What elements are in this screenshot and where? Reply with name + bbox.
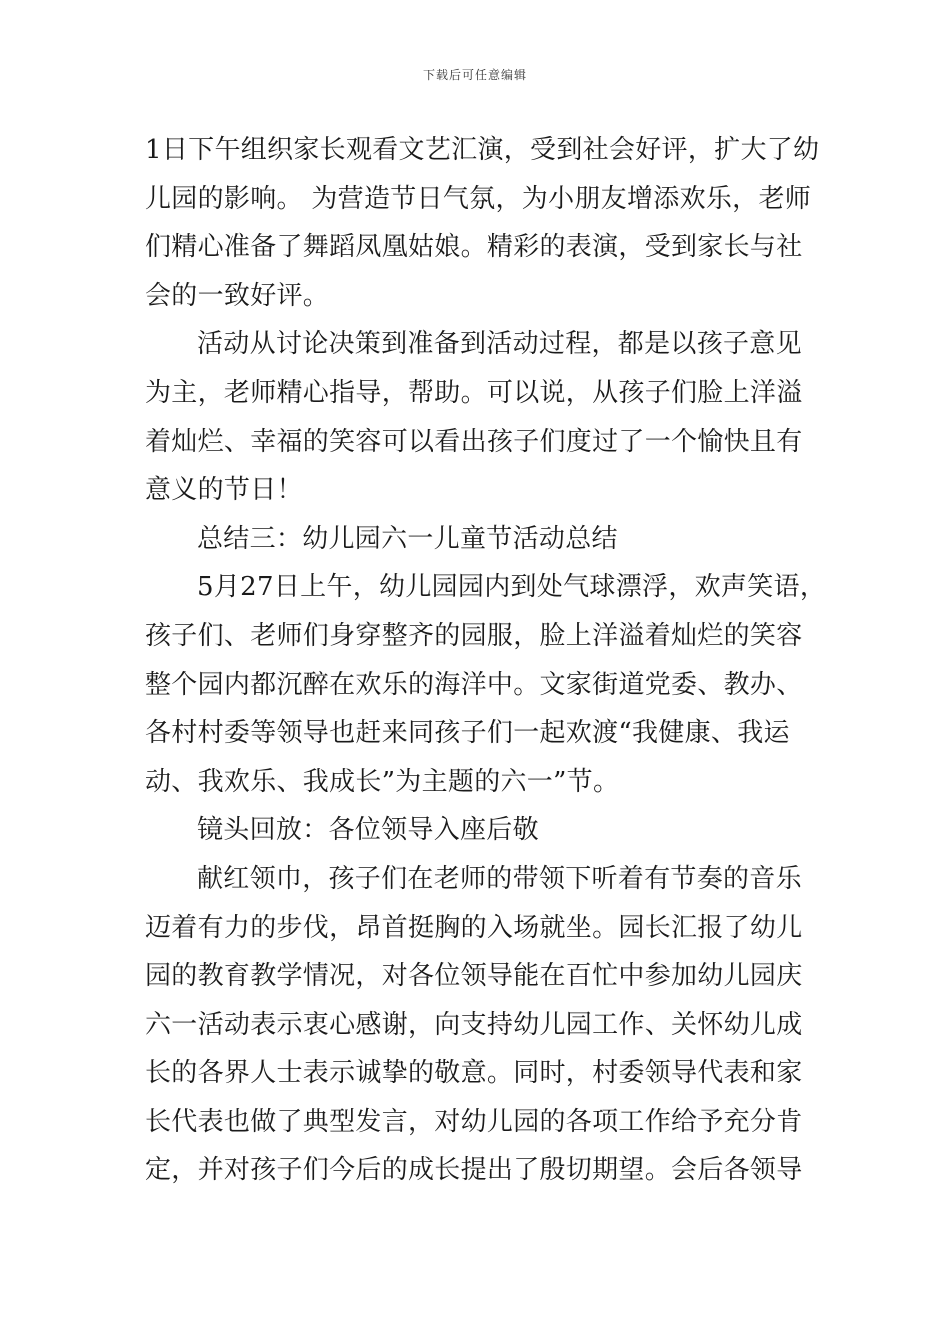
text-line: 会的一致好评。 [145,280,330,311]
text-line: 为主，老师精心指导，帮助。可以说，从孩子们脸上洋溢 [145,377,803,408]
text-line: 1日下午组织家长观看文艺汇演，受到社会好评，扩大了幼 [145,135,820,165]
document-body [145,126,825,1195]
text-line: 长代表也做了典型发言，对幼儿园的各项工作给予充分肯 [145,1106,803,1137]
section-heading: 总结三：幼儿园六一儿童节活动总结 [197,523,618,554]
text-line: 儿园的影响。 为营造节日气氛，为小朋友增添欢乐，老师 [145,183,812,214]
text-line: 动、我欢乐、我成长”为主题的六一”节。 [145,766,620,797]
text-line: 六一活动表示衷心感谢，向支持幼儿园工作、关怀幼儿成 [145,1009,803,1040]
paragraph-start-line: 献红领巾，孩子们在老师的带领下听着有节奏的音乐 [197,863,802,894]
text-line: 孩子们、老师们身穿整齐的园服，脸上洋溢着灿烂的笑容 [145,620,803,651]
text-line: 长的各界人士表示诚挚的敬意。同时，村委领导代表和家 [145,1058,803,1089]
text-line: 们精心准备了舞蹈凤凰姑娘。精彩的表演，受到家长与社 [145,232,803,263]
page-header: 下载后可任意编辑 [422,68,527,82]
paragraph-start-line: 镜头回放：各位领导入座后敬 [197,815,539,846]
text-line: 园的教育教学情况，对各位领导能在百忙中参加幼儿园庆 [145,961,803,992]
text-line: 各村村委等领导也赶来同孩子们一起欢渡“我健康、我运 [145,718,790,749]
paragraph-start-line: 活动从讨论决策到准备到活动过程，都是以孩子意见 [197,329,802,360]
text-line: 迈着有力的步伐，昂首挺胸的入场就坐。园长汇报了幼儿 [145,912,803,943]
text-line: 定，并对孩子们今后的成长提出了殷切期望。会后各领导 [145,1155,803,1186]
text-line: 意义的节日！ [145,475,303,506]
paragraph-start-line: 5月27日上午，幼儿园园内到处气球漂浮，欢声笑语， [197,572,827,603]
text-line: 着灿烂、幸福的笑容可以看出孩子们度过了一个愉快且有 [145,426,803,457]
text-line: 整个园内都沉醉在欢乐的海洋中。文家街道党委、教办、 [145,669,803,700]
